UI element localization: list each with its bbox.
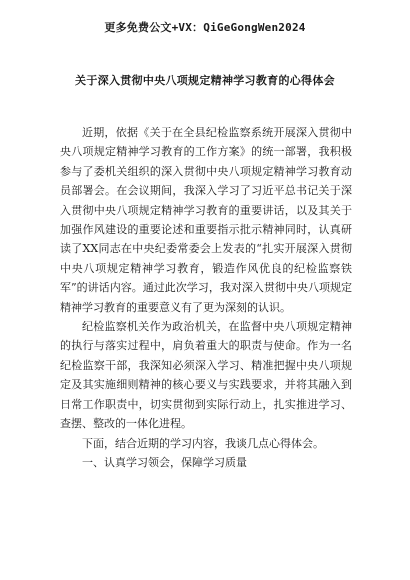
document-body — [60, 123, 352, 472]
promo-header: 更多免费公文+VX：QiGeGongWen2024 — [104, 21, 306, 34]
paragraph-intro: 近期，依据《关于在全县纪检监察系统开展深入贯彻中央八项规定精神学习教育的工作方案》的统一部署，我积极参与了委机关组织的深入贯彻中央八项规定精神学习教育动员部署会。在会议期间，我深入学习了习近平总书记关于深入贯彻中央八项规定精神学习教育的重要讲话，以及其关于加强作风建设的重要论述和重要指示批示精神同时，认真研读了XX同志在中央纪委常委会上发表的“扎实开展深入贯彻中央八项规定精神学习教育，锻造作风优良的纪检监察铁军”的讲话内容。通过此次学习，我对深入贯彻中央八项规定精神学习教育的重要意义有了更为深刻的认识。 — [60, 126, 352, 314]
section-heading-one: 一、认真学习领会，保障学习质量 — [82, 455, 247, 469]
document-title: 关于深入贯彻中央八项规定精神学习教育的心得体会 — [75, 74, 335, 87]
paragraph-responsibility: 纪检监察机关作为政治机关，在监督中央八项规定精神的执行与落实过程中，肩负着重大的职责与使命。作为一名纪检监察干部，我深知必须深入学习、精准把握中央八项规定及其实施细则精神的核心要义与实践要求，并将其融入到日常工作职责中，切实贯彻到实际行动上，扎实推进学习、查摆、整改的一体化进程。 — [60, 320, 352, 431]
paragraph-transition: 下面，结合近期的学习内容，我谈几点心得体会。 — [82, 436, 324, 450]
